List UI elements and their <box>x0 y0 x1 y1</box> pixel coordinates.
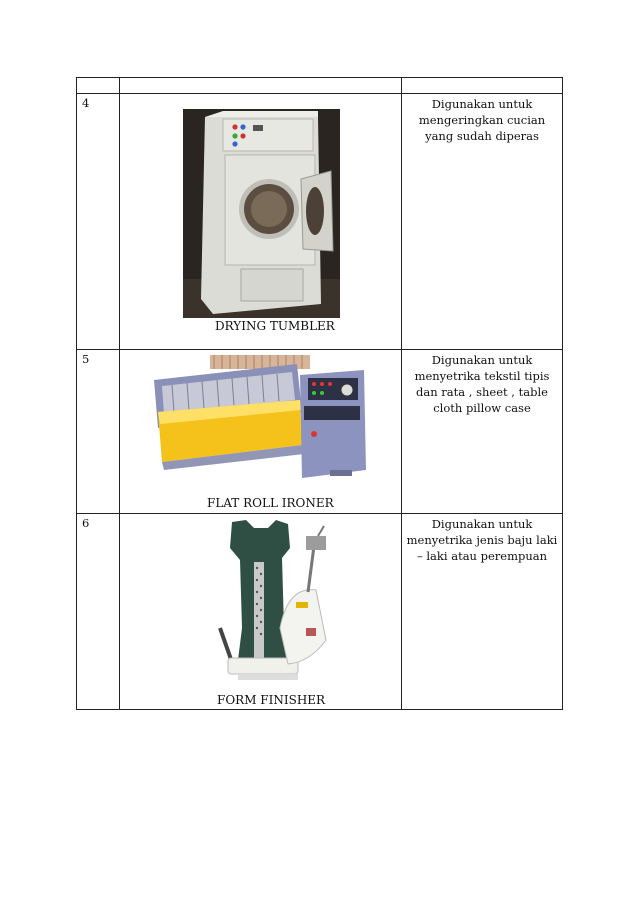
header-cell-image <box>120 78 402 94</box>
image-cell <box>120 350 402 514</box>
row-number: 5 <box>77 350 120 514</box>
header-cell-number <box>77 78 120 94</box>
equipment-caption: FLAT ROLL IRONER <box>207 496 334 510</box>
equipment-table <box>76 77 563 710</box>
equipment-caption: FORM FINISHER <box>217 693 326 707</box>
equipment-description: Digunakan untuk menyetrika jenis baju laki – laki atau perempuan <box>402 514 563 710</box>
drying-tumbler-photo <box>183 109 340 318</box>
image-cell <box>120 94 402 350</box>
row-number: 6 <box>77 514 120 710</box>
equipment-description: Digunakan untuk menyetrika tekstil tipis dan rata , sheet , table cloth pillow case <box>402 350 563 514</box>
row-number: 4 <box>77 94 120 350</box>
header-cell-description <box>402 78 563 94</box>
table-row <box>77 350 563 514</box>
table-row <box>77 94 563 350</box>
flat-roll-ironer-photo <box>152 350 374 495</box>
image-cell <box>120 514 402 710</box>
table-row <box>77 514 563 710</box>
equipment-caption: DRYING TUMBLER <box>215 319 335 333</box>
form-finisher-photo <box>198 518 331 686</box>
header-row <box>77 78 563 94</box>
equipment-description: Digunakan untuk mengeringkan cucian yang sudah diperas <box>402 94 563 350</box>
